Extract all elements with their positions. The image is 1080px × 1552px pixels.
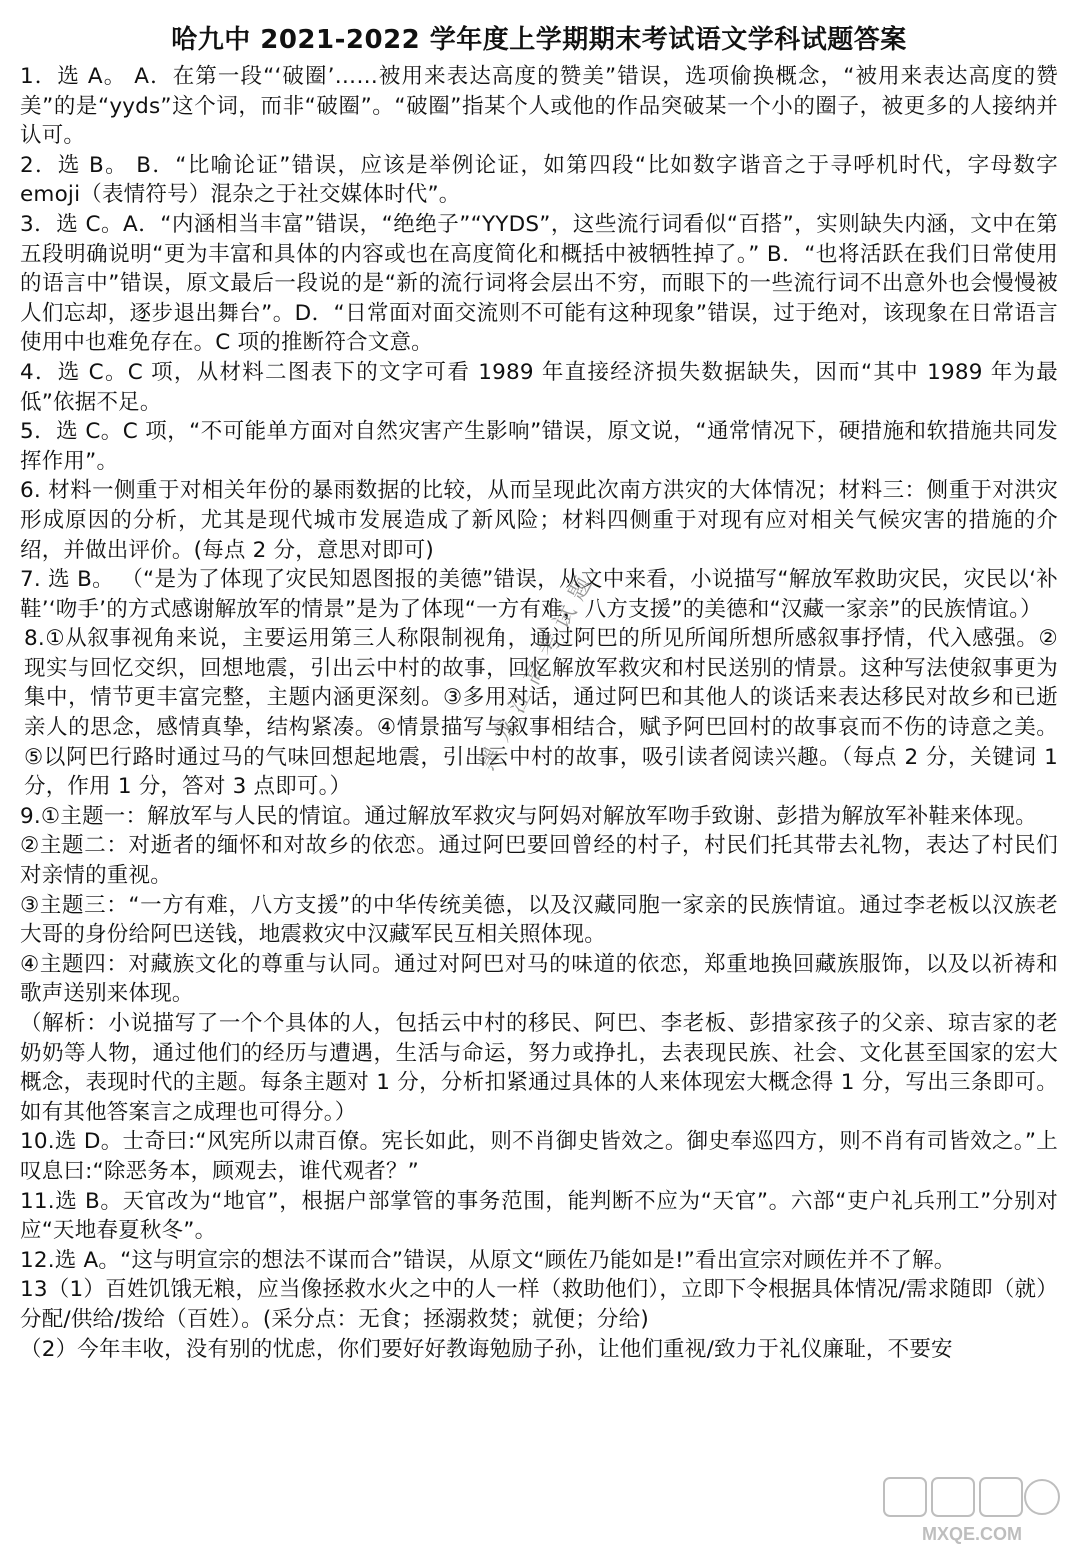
answer-9-theme-4: ④主题四：对藏族文化的尊重与认同。通过对阿巴对马的味道的依恋，郑重地换回藏族服饰，以及以祈祷和歌声送别来体现。 bbox=[20, 951, 1058, 1007]
answer-9-analysis: （解析：小说描写了一个个具体的人，包括云中村的移民、阿巴、李老板、彭措家孩子的父亲、琼吉家的老奶奶等人物，通过他们的经历与遭遇，生活与命运，努力或挣扎，去表现民族、社会、文化甚至国家的宏大概念，表现时代的主题。每条主题对 1 分，分析扣紧通过具体的人来体现宏大概念得 1 分，写出三条即可。如有其他答案言之成理也可得分。） bbox=[20, 1011, 1058, 1125]
answer-body bbox=[20, 62, 1058, 1364]
answer-1: 1．选 A。 A．在第一段“‘破圈’……被用来表达高度的赞美”错误，选项偷换概念，“被用来表达高度的赞美”的是“yyds”这个词，而非“破圈”。“破圈”指某个人或他的作品突破某一个小的圈子，被更多的人接纳并认可。 bbox=[20, 64, 1058, 149]
answer-10: 10.选 D。士奇曰:“风宪所以肃百僚。宪长如此，则不肖御史皆效之。御史奉巡四方，则不肖有司皆效之。”上叹息曰:“除恶务本，顾观去，谁代观者？” bbox=[20, 1129, 1058, 1184]
answer-11: 11.选 B。天官改为“地官”，根据户部掌管的事务范围，能判断不应为“天官”。六部“吏户礼兵刑工”分别对应“天地春夏秋冬”。 bbox=[20, 1188, 1058, 1244]
logo-text: MXQE.COM bbox=[921, 1524, 1023, 1544]
diagonal-watermark: 黑龙江高考试题 bbox=[474, 564, 602, 775]
answer-6: 6. 材料一侧重于对相关年份的暴雨数据的比较，从而呈现此次南方洪灾的大体情况；材料三：侧重于对洪灾形成原因的分析，尤其是现代城市发展造成了新风险；材料四侧重于对现有应对相关气候灾害的措施的介绍，并做出评价。(每点 2 分，意思对即可) bbox=[20, 478, 1058, 563]
answer-3: 3．选 C。A．“内涵相当丰富”错误，“绝绝子”“YYDS”，这些流行词看似“百搭”，实则缺失内涵，文中在第五段明确说明“更为丰富和具体的内容或也在高度简化和概括中被牺牲掉了。” B．“也将活跃在我们日常使用的语言中”错误，原文最后一段说的是“新的流行词将会层出不穷，而眼下的一些流行词不出意外也会慢慢被人们忘却，逐步退出舞台”。D．“日常面对面交流则不可能有这种现象”错误，过于绝对，该现象在日常语言使用中也难免存在。C 项的推断符合文意。 bbox=[20, 211, 1058, 356]
answer-12: 12.选 A。“这与明宣宗的想法不谋而合”错误，从原文“顾佐乃能如是!”看出宣宗对顾佐并不了解。 bbox=[20, 1247, 956, 1273]
site-logo-watermark bbox=[882, 1474, 1062, 1548]
answer-2: 2．选 B。 B．“比喻论证”错误，应该是举例论证，如第四段“比如数字谐音之于寻呼机时代，字母数字 emoji（表情符号）混杂之于社交媒体时代”。 bbox=[20, 152, 1058, 208]
answer-9-theme-2: ②主题二：对逝者的缅怀和对故乡的依恋。通过阿巴要回曾经的村子，村民们托其带去礼物，表达了村民们对亲情的重视。 bbox=[20, 833, 1058, 889]
answer-4: 4．选 C。C 项，从材料二图表下的文字可看 1989 年直接经济损失数据缺失，因而“其中 1989 年为最低”依据不足。 bbox=[20, 359, 1058, 415]
answer-9-theme-3: ③主题三：“一方有难，八方支援”的中华传统美德，以及汉藏同胞一家亲的民族情谊。通过李老板以汉族老大哥的身份给阿巴送钱，地震救灾中汉藏军民互相关照体现。 bbox=[20, 892, 1058, 948]
answer-9-theme-1: 9.①主题一：解放军与人民的情谊。通过解放军救灾与阿妈对解放军吻手致谢、彭措为解放军补鞋来体现。 bbox=[20, 803, 1037, 829]
answer-5: 5．选 C。C 项，“不可能单方面对自然灾害产生影响”错误，原文说，“通常情况下，硬措施和软措施共同发挥作用”。 bbox=[20, 419, 1058, 474]
answer-7: 7. 选 B。 （“是为了体现了灾民知恩图报的美德”错误，从文中来看，小说描写“解放军救助灾民，灾民以‘补鞋’‘吻手’的方式感谢解放军的情景”是为了体现“一方有难，八方支援”的美德和“汉藏一家亲”的民族情谊。） bbox=[20, 567, 1058, 622]
answer-13-1: 13（1）百姓饥饿无粮，应当像拯救水火之中的人一样（救助他们），立即下令根据具体情况/需求随即（就）分配/供给/拨给（百姓）。(采分点：无食；拯溺救焚；就便；分给) bbox=[20, 1277, 1058, 1332]
answer-8: 8.①从叙事视角来说，主要运用第三人称限制视角，通过阿巴的所见所闻所想所感叙事抒情，代入感强。②现实与回忆交织，回想地震，引出云中村的故事，回忆解放军救灾和村民送别的情景。这种写法使叙事更为集中，情节更丰富完整，主题内涵更深刻。③多用对话，通过阿巴和其他人的谈话来表达移民对故乡和已逝亲人的思念，感情真挚，结构紧凑。④情景描写与叙事相结合，赋予阿巴回村的故事哀而不伤的诗意之美。⑤以阿巴行路时通过马的气味回想起地震，引出云中村的故事，吸引读者阅读兴趣。（每点 2 分，关键词 1 分，作用 1 分，答对 3 点即可。） bbox=[24, 626, 1058, 800]
answer-13-2: （2）今年丰收，没有别的忧虑，你们要好好教诲勉励子孙，让他们重视/致力于礼仪廉耻，不要安 bbox=[20, 1336, 953, 1362]
page-title: 哈九中 2021-2022 学年度上学期期末考试语文学科试题答案 bbox=[171, 25, 907, 55]
